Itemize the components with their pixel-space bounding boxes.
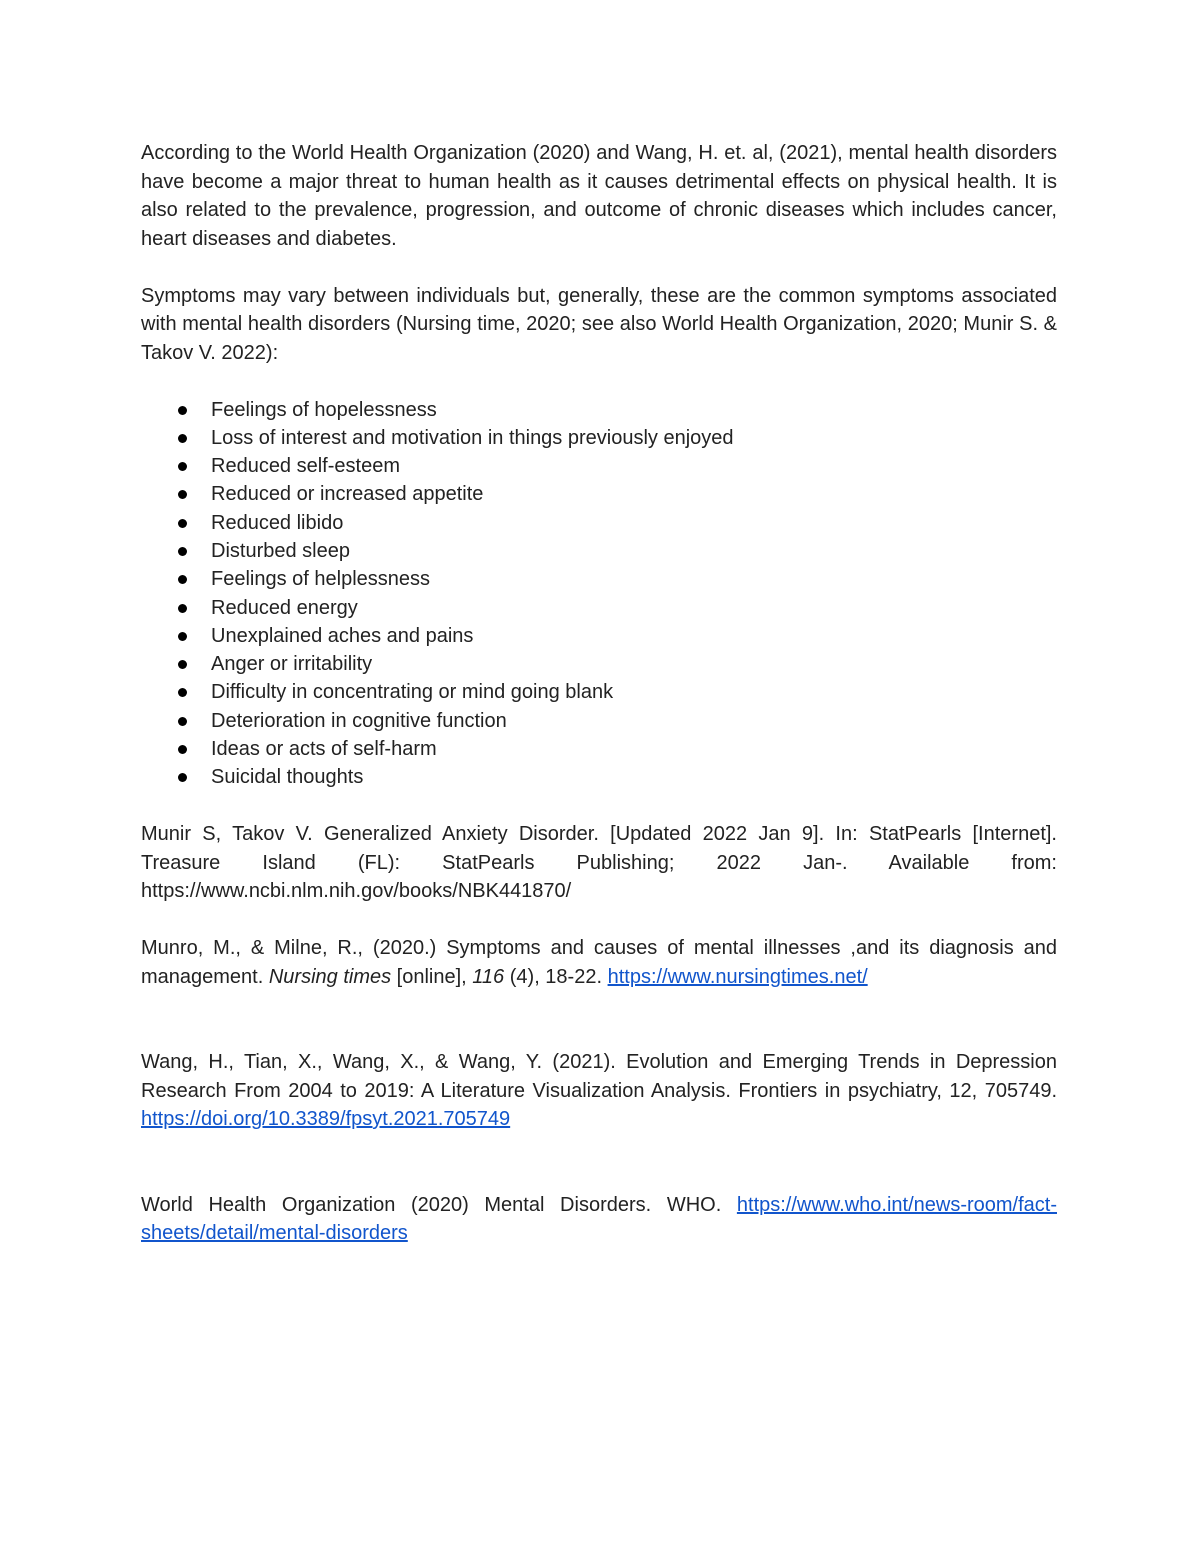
symptom-list xyxy=(141,396,1057,792)
symptom-text: Suicidal thoughts xyxy=(211,766,364,789)
bullet-icon xyxy=(178,406,187,415)
reference-munro-volume: 116 xyxy=(472,965,505,988)
spacer xyxy=(141,1134,1057,1191)
symptom-list-item xyxy=(211,763,1057,791)
symptom-text: Reduced libido xyxy=(211,511,344,534)
document-page xyxy=(141,139,1057,1248)
symptom-list-item xyxy=(211,650,1057,678)
symptom-list-item xyxy=(211,396,1057,424)
symptom-text: Anger or irritability xyxy=(211,653,373,676)
bullet-icon xyxy=(178,490,187,499)
bullet-icon xyxy=(178,717,187,726)
bullet-icon xyxy=(178,434,187,443)
spacer xyxy=(141,991,1057,1048)
bullet-icon xyxy=(178,604,187,613)
spacer xyxy=(141,906,1057,935)
spacer xyxy=(141,253,1057,282)
symptom-text: Ideas or acts of self-harm xyxy=(211,738,437,761)
reference-wang-link[interactable]: https://doi.org/10.3389/fpsyt.2021.705749 xyxy=(141,1108,511,1131)
reference-munir: Munir S, Takov V. Generalized Anxiety Disorder. [Updated 2022 Jan 9]. In: StatPearls [Internet]. Treasure Island (FL): StatPearls Publishing; 2022 Jan-. Available from: https://www.ncbi.nlm.nih.gov/books/NBK441870/ xyxy=(141,823,1057,903)
reference-who-text: World Health Organization (2020) Mental Disorders. WHO. xyxy=(141,1193,737,1216)
bullet-icon xyxy=(178,462,187,471)
symptom-list-item xyxy=(211,537,1057,565)
bullet-icon xyxy=(178,745,187,754)
symptom-list-item xyxy=(211,594,1057,622)
reference-munro-authors-title: Munro, M., & Milne, R., (2020.) Symptoms and causes of mental illnesses ,and its diagnosis and management. xyxy=(141,937,1057,988)
symptom-text: Difficulty in concentrating or mind going blank xyxy=(211,681,614,704)
reference-munro-journal: Nursing times xyxy=(268,965,392,988)
bullet-icon xyxy=(178,688,187,697)
symptom-list-item xyxy=(211,565,1057,593)
reference-wang xyxy=(141,1048,1057,1134)
spacer xyxy=(141,792,1057,821)
reference-wang-text: Wang, H., Tian, X., Wang, X., & Wang, Y. (2021). Evolution and Emerging Trends in Depression Research From 2004 to 2019: A Literature Visualization Analysis. Frontiers in psychiatry, 12, 705749. xyxy=(141,1051,1057,1102)
bullet-icon xyxy=(178,632,187,641)
bullet-icon xyxy=(178,547,187,556)
reference-munro-pages: (4), 18-22. xyxy=(504,965,608,988)
symptom-text: Disturbed sleep xyxy=(211,539,350,562)
reference-who xyxy=(141,1191,1057,1248)
reference-munro-online: [online], xyxy=(391,965,473,988)
symptom-text: Reduced self-esteem xyxy=(211,455,400,478)
symptom-list-item xyxy=(211,735,1057,763)
symptom-text: Feelings of hopelessness xyxy=(211,398,437,421)
spacer xyxy=(141,367,1057,396)
symptom-list-item xyxy=(211,424,1057,452)
symptom-list-item xyxy=(211,678,1057,706)
symptom-list-item xyxy=(211,622,1057,650)
bullet-icon xyxy=(178,660,187,669)
symptom-list-item xyxy=(211,452,1057,480)
bullet-icon xyxy=(178,773,187,782)
symptom-text: Feelings of helplessness xyxy=(211,568,431,591)
reference-munro xyxy=(141,934,1057,991)
intro-paragraph: According to the World Health Organization (2020) and Wang, H. et. al, (2021), mental health disorders have become a major threat to human health as it causes detrimental effects on physical health. It is also related to the prevalence, progression, and outcome of chronic diseases which includes cancer, heart diseases and diabetes. xyxy=(141,142,1057,250)
symptom-text: Unexplained aches and pains xyxy=(211,624,474,647)
reference-who-link[interactable]: https://www.who.int/news-room/fact-sheets/detail/mental-disorders xyxy=(141,1193,1057,1245)
bullet-icon xyxy=(178,519,187,528)
bullet-icon xyxy=(178,575,187,584)
symptom-list-item xyxy=(211,707,1057,735)
symptom-text: Deterioration in cognitive function xyxy=(211,709,507,732)
reference-munro-link[interactable]: https://www.nursingtimes.net/ xyxy=(607,965,868,988)
symptom-text: Reduced or increased appetite xyxy=(211,483,484,506)
symptom-list-item xyxy=(211,509,1057,537)
symptom-text: Loss of interest and motivation in things previously enjoyed xyxy=(211,426,734,449)
symptom-list-item xyxy=(211,480,1057,508)
symptoms-intro-paragraph: Symptoms may vary between individuals but, generally, these are the common symptoms associated with mental health disorders (Nursing time, 2020; see also World Health Organization, 2020; Munir S. & Takov V. 2022): xyxy=(141,284,1057,364)
symptom-text: Reduced energy xyxy=(211,596,358,619)
